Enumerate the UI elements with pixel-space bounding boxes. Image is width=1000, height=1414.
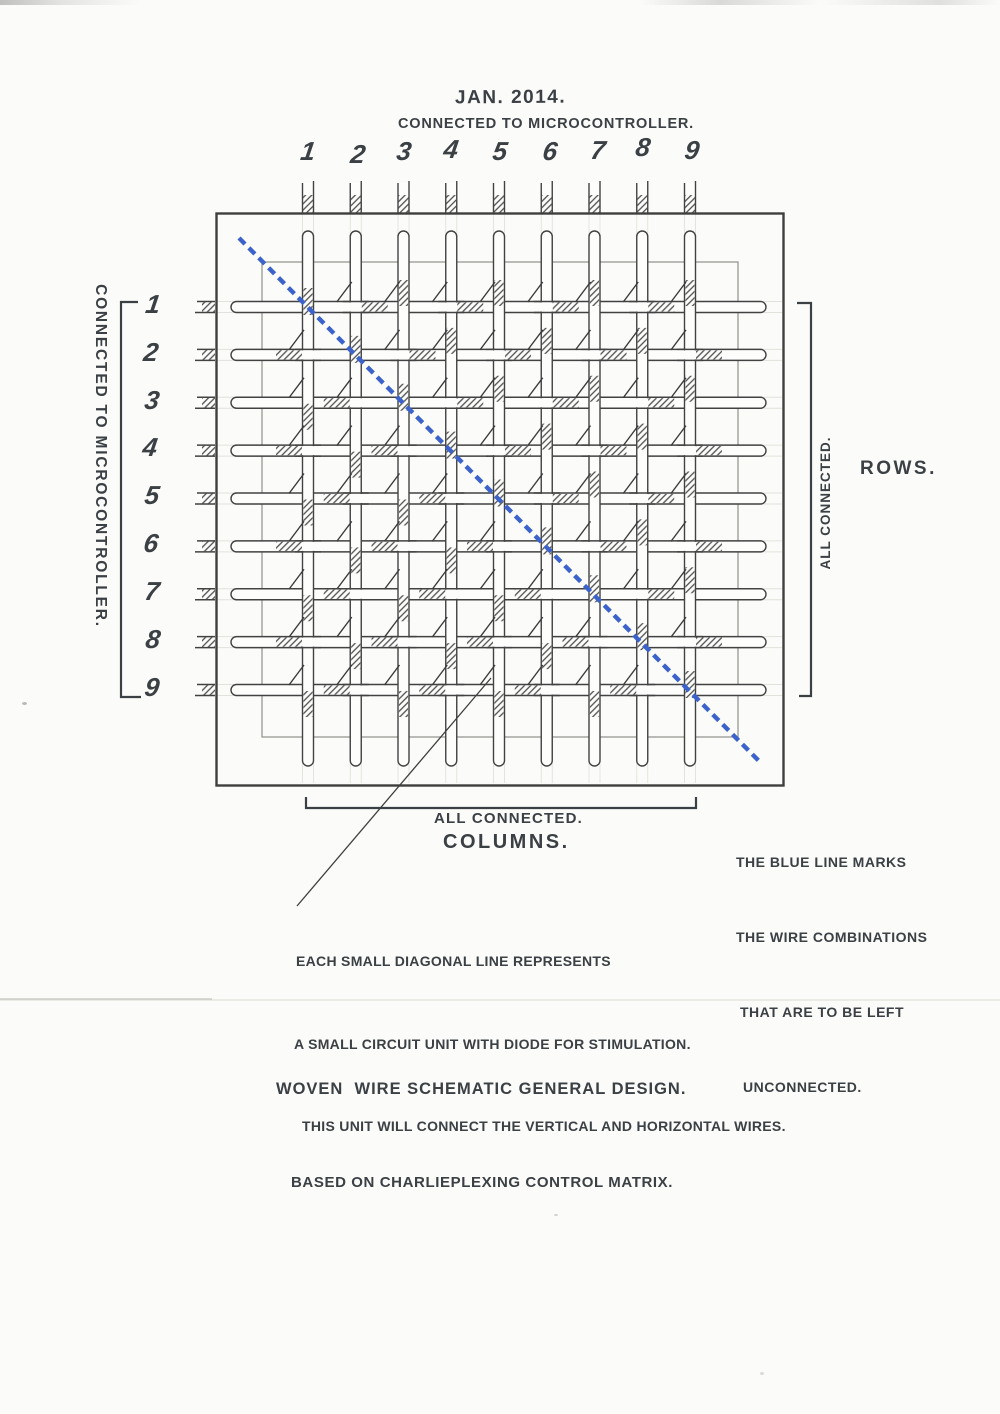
diode-unit-note-line: EACH SMALL DIAGONAL LINE REPRESENTS [296,953,611,969]
column-number-3: 3 [394,136,414,166]
row-number-8: 8 [143,624,163,654]
row-number-4: 4 [140,432,160,462]
column-number-1: 1 [298,136,318,166]
drawing-title [276,1012,686,1260]
row-number-5: 5 [142,480,162,510]
diode-unit-note-line: THIS UNIT WILL CONNECT THE VERTICAL AND HORIZONTAL WIRES. [302,1118,786,1134]
scan-speck [22,702,27,705]
note-pointer-line [297,678,491,906]
row-number-9: 9 [142,672,162,702]
row-number-2: 2 [141,337,161,367]
bottom-all-connected-label: ALL CONNECTED. [434,810,584,827]
right-all-connected-label: ALL CONNECTED. [818,436,834,570]
scan-speck [554,1214,558,1216]
bottom-bracket [306,797,696,808]
row-number-3: 3 [142,385,162,415]
rows-label: ROWS. [860,458,937,479]
row-number-1: 1 [143,289,163,319]
left-microcontroller-label: CONNECTED TO MICROCONTROLLER. [91,284,109,628]
top-microcontroller-label: CONNECTED TO MICROCONTROLLER. [398,116,695,132]
row-number-7: 7 [142,576,162,606]
column-number-2: 2 [348,139,368,169]
date-label: JAN. 2014. [454,86,567,109]
diode-unit-note-line: A SMALL CIRCUIT UNIT WITH DIODE FOR STIMULATION. [294,1035,691,1052]
column-number-6: 6 [540,136,560,166]
blue-line-note-line: THAT ARE TO BE LEFT [740,1004,905,1020]
row-number-6: 6 [141,528,161,558]
blue-line-note-line: THE WIRE COMBINATIONS [736,929,928,945]
diode-unit-ticks [289,282,686,685]
right-bracket [797,303,811,696]
drawing-title-line: BASED ON CHARLIEPLEXING CONTROL MATRIX. [291,1174,674,1191]
column-number-4: 4 [441,134,461,164]
blue-line-note-line: THE BLUE LINE MARKS [736,854,907,870]
scan-speck [760,1372,764,1375]
column-number-5: 5 [490,136,510,166]
column-number-9: 9 [682,135,702,165]
column-number-8: 8 [633,132,653,162]
columns-label: COLUMNS. [443,831,570,853]
column-number-7: 7 [588,135,608,165]
blue-line-note-line: UNCONNECTED. [743,1079,862,1095]
left-bracket [121,302,141,697]
drawing-title-line: WOVEN WIRE SCHEMATIC GENERAL DESIGN. [276,1080,687,1098]
